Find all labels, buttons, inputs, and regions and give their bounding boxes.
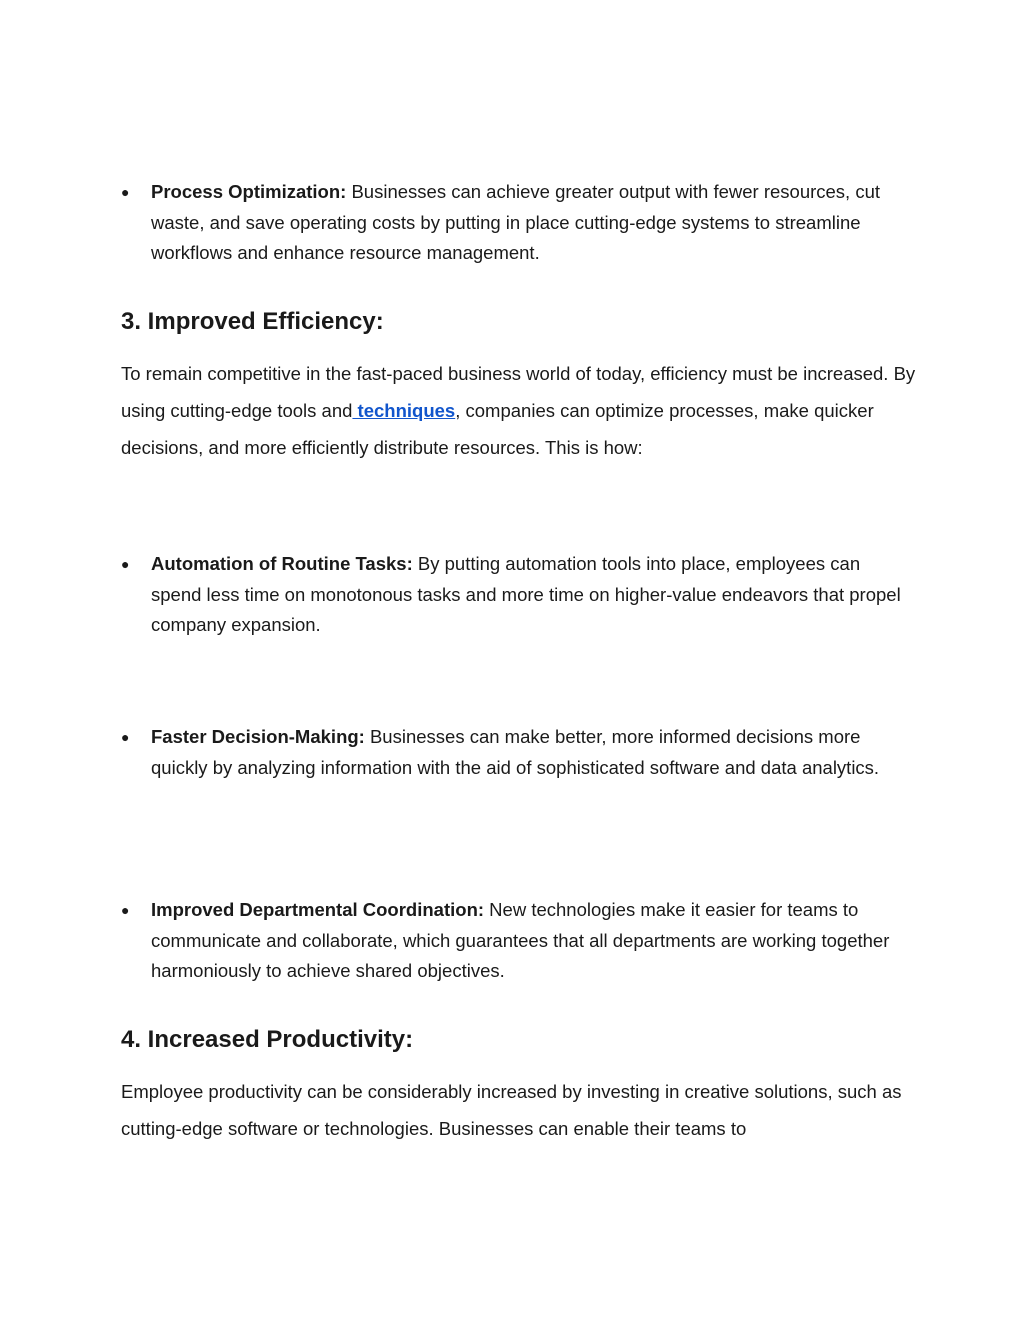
- section-heading-increased-productivity: 4. Increased Productivity:: [121, 1026, 414, 1053]
- section-heading-improved-efficiency: 3. Improved Efficiency:: [121, 308, 384, 335]
- bullet-label: Automation of Routine Tasks:: [151, 553, 413, 574]
- bullet-label: Process Optimization:: [151, 181, 347, 202]
- bullet-departmental-coordination: [121, 895, 911, 987]
- bullet-faster-decision-making: [121, 722, 911, 783]
- paragraph-text: To remain competitive in the fast-paced business world of today, efficiency must be increased. By using cutting-edge tools and: [121, 363, 916, 421]
- bullet-body: By putting automation tools into place, employees can spend less time on monotonous tasks and more time on higher-value endeavors that propel company expansion.: [151, 553, 901, 636]
- bullet-process-optimization: [121, 177, 911, 269]
- paragraph-text: , companies can optimize processes, make quicker decisions, and more efficiently distribute resources. This is how:: [121, 400, 874, 458]
- bullet-automation: [121, 549, 911, 641]
- bullet-icon: ●: [121, 729, 130, 745]
- bullet-icon: ●: [121, 902, 130, 918]
- bullet-label: Improved Departmental Coordination:: [151, 899, 485, 920]
- bullet-label: Faster Decision-Making:: [151, 726, 365, 747]
- bullet-text: [151, 722, 911, 783]
- bullet-text: [151, 549, 911, 641]
- section-paragraph-productivity: Employee productivity can be considerably increased by investing in creative solutions, such as cutting-edge software or technologies. Businesses can enable their teams to: [121, 1081, 902, 1139]
- bullet-text: [151, 177, 911, 269]
- bullet-body: Businesses can make better, more informed decisions more quickly by analyzing information with the aid of sophisticated software and data analytics.: [151, 726, 880, 778]
- bullet-icon: ●: [121, 556, 130, 572]
- bullet-body: Businesses can achieve greater output with fewer resources, cut waste, and save operating costs by putting in place cutting-edge systems to streamline workflows and enhance resource management.: [151, 181, 881, 264]
- bullet-text: [151, 895, 911, 987]
- techniques-link[interactable]: techniques: [352, 400, 456, 421]
- bullet-icon: ●: [121, 184, 130, 200]
- bullet-body: New technologies make it easier for teams to communicate and collaborate, which guarantees that all departments are working together harmoniously to achieve shared objectives.: [151, 899, 890, 982]
- section-paragraph-efficiency: [121, 355, 921, 466]
